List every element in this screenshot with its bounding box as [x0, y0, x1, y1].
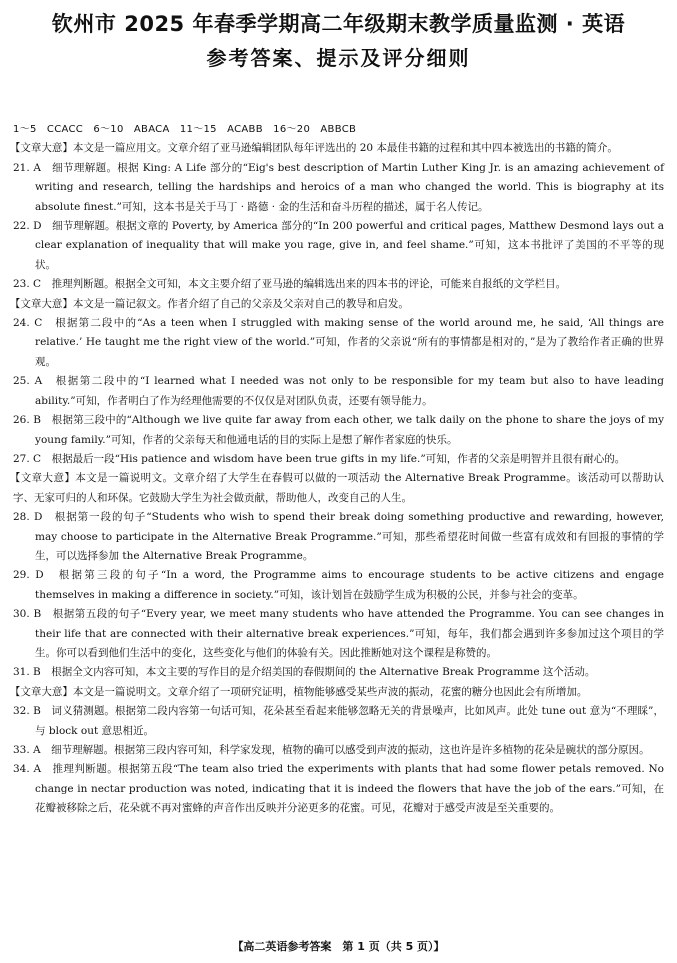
article-summary: 【文章大意】本文是一篇记叙文。作者介绍了自己的父亲及父亲对自己的教导和启发。: [9, 297, 409, 310]
multiple-choice-answers: 1～5 CCACC 6～10 ABACA 11～15 ACABB 16～20 ABBCB: [13, 124, 357, 135]
answer-explanation: 28. D 根据第一段的句子“Students who wish to spend their break doing something productive and rewarding, however, may choose to participate in the Alternative Break Programme.”可知，那些希望花时间做一些富有成效和有回报的事情的学生，可以选择参加 the Alternative Break Programme。: [13, 511, 664, 562]
answer-explanation: 34. A 推理判断题。根据第五段“The team also tried the experiments with plants that had some flower petals removed. No change in nectar production was noted, indicating that it is indeed the flowers that have the job of the ears.”可知，在花瓣被移除之后，花朵就不再对蜜蜂的声音作出反映并分泌更多的花蜜。可见，花瓣对于感受声波是至关重要的。: [13, 763, 664, 815]
article-summary: 【文章大意】本文是一篇应用文。文章介绍了亚马逊编辑团队每年评选出的 20 本最佳书籍的过程和其中四本被选出的书籍的简介。: [9, 142, 618, 155]
page-subtitle: 参考答案、提示及评分细则: [206, 46, 471, 70]
answer-explanation: 21. A 细节理解题。根据 King: A Life 部分的“Eig's best description of Martin Luther King Jr. is an amazing achievement of writing and research, telling the hardships and heroics of a man who changed the world. This is biography at its absolute finest.”可知，这本书是关于马丁 · 路德 · 金的生活和奋斗历程的描述，属于名人传记。: [13, 161, 664, 213]
answer-explanation: 30. B 根据第五段的句子“Every year, we meet many students who have attended the Programme. You can see changes in their life that are connected with their alternative break experiences.”可知，每年，我们都会遇到许多参加过这个项目的学生。你可以看到他们生活中的变化，这些变化与他们的体验有关。因此推断她对这个课程是称赞的。: [13, 608, 664, 659]
answer-explanation: 26. B 根据第三段中的“Although we live quite far away from each other, we talk daily on the phone to share the joys of my young family.”可知，作者的父亲每天和他通电话的目的实际上是想了解作者家庭的快乐。: [13, 414, 664, 446]
answer-explanation: 24. C 根据第二段中的“As a teen when I struggled with making sense of the world around me, he said, ‘All things are relative.’ He taught me the right view of the world.”可知，作者的父亲说“所有的事情都是相对的，”是为了教给作者正确的世界观。: [13, 317, 664, 368]
answer-explanation: 33. A 细节理解题。根据第三段内容可知，科学家发现，植物的确可以感受到声波的振动，这也许是许多植物的花朵是碗状的部分原因。: [13, 744, 650, 756]
page-footer: 【高二英语参考答案 第 1 页（共 5 页）】: [232, 940, 445, 953]
answer-explanation: 23. C 推理判断题。根据全文可知，本文主要介绍了亚马逊的编辑选出来的四本书的评论，可能来自报纸的文学栏目。: [13, 278, 567, 291]
answer-explanation: 29. D 根据第三段的句子“In a word, the Programme aims to encourage students to be active citizens and engage themselves in making a difference in society.”可知，该计划旨在鼓励学生成为积极的公民，并参与社会的变革。: [13, 569, 664, 601]
article-summary: 【文章大意】本文是一篇说明文。文章介绍了大学生在春假可以做的一项活动 the Alternative Break Programme。该活动可以帮助认字、无家可归的人和环保。它鼓励大学生为社会做贡献，帮助他人，改变自己的人生。: [9, 472, 664, 504]
answer-explanation: 32. B 词义猜测题。根据第二段内容第一句话可知，花朵甚至看起来能够忽略无关的背景噪声，比如风声。此处 tune out 意为“不理睬”，与 block out 意思相近。: [13, 705, 664, 737]
answer-explanation: 31. B 根据全文内容可知，本文主要的写作目的是介绍美国的春假期间的 the Alternative Break Programme 这个活动。: [13, 666, 596, 679]
answer-explanation: 25. A 根据第二段中的“I learned what I needed was not only to be responsible for my team but also to have leading ability.”可知，作者明白了作为经理他需要的不仅仅是对团队负责，还要有领导能力。: [13, 375, 664, 407]
answer-explanation: 22. D 细节理解题。根据文章的 Poverty, by America 部分的“In 200 powerful and critical pages, Matthew Desmond lays out a clear explanation of inequality that will make you rage, give in, and feel shame.”可知，这本书批评了美国的不平等的现状。: [13, 220, 664, 271]
answer-explanation: 27. C 根据最后一段“His patience and wisdom have been true gifts in my life.”可知，作者的父亲是明智并且很有耐心的。: [13, 452, 626, 465]
page-title: 钦州市 2025 年春季学期高二年级期末教学质量监测 · 英语: [51, 12, 626, 36]
answer-key-body: [9, 120, 664, 819]
article-summary: 【文章大意】本文是一篇说明文。文章介绍了一项研究证明，植物能够感受某些声波的振动，花蜜的糖分也因此会有所增加。: [9, 685, 588, 698]
